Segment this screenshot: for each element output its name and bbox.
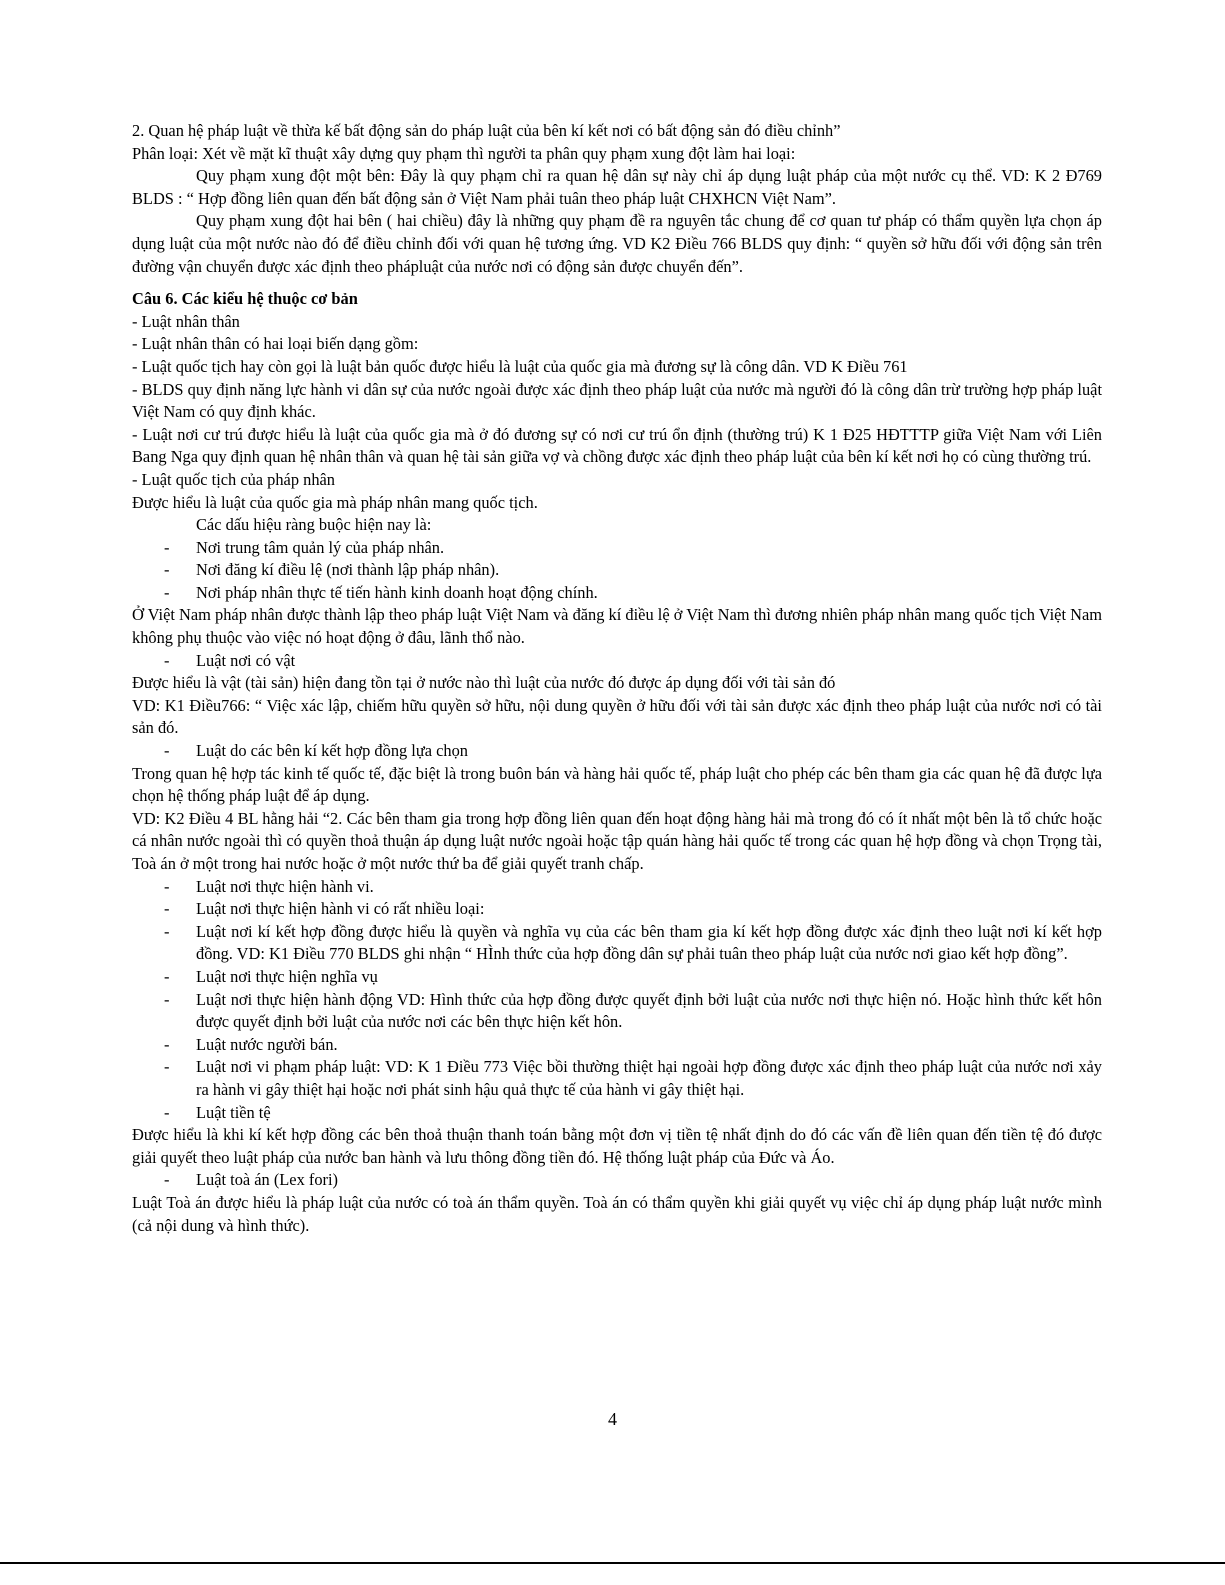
list-line: - BLDS quy định năng lực hành vi dân sự của nước ngoài được xác định theo pháp luật của nước mà người đó là công dân trừ trường hợp pháp luật Việt Nam có quy định khác. [132,379,1102,422]
bullet-dash: - [164,741,170,761]
bullet-text: Luật nơi thực hiện nghĩa vụ [196,966,378,986]
document-page [132,120,1102,1237]
bullet-dash: - [164,989,170,1009]
bullet-dash: - [164,1057,170,1077]
bullet-item [132,740,1102,763]
list-line: - Luật nhân thân có hai loại biến dạng gồm: [132,334,419,354]
bullet-item [132,1169,1102,1192]
paragraph: Quy phạm xung đột một bên: Đây là quy phạm chỉ ra quan hệ dân sự này chỉ áp dụng luật pháp của một nước cụ thể. VD: K 2 Đ769 BLDS : “ Hợp đồng liên quan đến bất động sản ở Việt Nam phải tuân theo pháp luật CHXHCN Việt Nam”. [132,166,1102,208]
list-line: - Luật nhân thân [132,311,240,331]
bullet-dash: - [164,650,170,670]
bullet-item [132,1034,1102,1057]
bullet-dash: - [164,582,170,602]
bullet-text: Luật nơi thực hiện hành vi có rất nhiều loại: [196,899,485,919]
bullet-text: Luật nơi thực hiện hành vi. [196,876,374,896]
bullet-dash: - [164,1102,170,1122]
paragraph: 2. Quan hệ pháp luật về thừa kế bất động sản do pháp luật của bên kí kết nơi có bất động sản đó điều chỉnh” [132,121,841,140]
paragraph: VD: K2 Điều 4 BL hằng hải “2. Các bên tham gia trong hợp đồng liên quan đến hoạt động hàng hải mà trong đó có ít nhất một bên là tổ chức hoặc cá nhân nước ngoài thì có quyền thoả thuận áp dụng luật nước ngoài hoặc tập quán hàng hải quốc tế trong các quan hệ hợp đồng và chọn Trọng tài, Toà án ở một trong hai nước hoặc ở một nước thứ ba để giải quyết tranh chấp. [132,808,1102,873]
bullet-item [132,966,1102,989]
bullet-item [132,898,1102,921]
paragraph: Các dấu hiệu ràng buộc hiện nay là: [196,515,432,535]
bullet-item [132,921,1102,966]
bullet-text: Nơi pháp nhân thực tế tiến hành kinh doanh hoạt động chính. [196,582,598,602]
bottom-rule [0,1562,1225,1564]
paragraph: Luật Toà án được hiểu là pháp luật của nước có toà án thẩm quyền. Toà án có thẩm quyền khi giải quyết vụ việc chỉ áp dụng pháp luật nước mình (cả nội dung và hình thức). [132,1192,1102,1235]
bullet-dash: - [164,899,170,919]
bullet-text: Luật nơi thực hiện hành động VD: Hình thức của hợp đồng được quyết định bởi luật của nước nơi thực hiện nó. Hoặc hình thức kết hôn được quyết định bởi luật của nước nơi các bên thực hiện kết hôn. [196,989,1102,1032]
bullet-text: Luật toà án (Lex fori) [196,1170,338,1190]
paragraph: Được hiểu là khi kí kết hợp đồng các bên thoả thuận thanh toán bằng một đơn vị tiền tệ nhất định do đó các vấn đề liên quan đến tiền tệ đó được giải quyết theo luật pháp của nước ban hành và lưu thông đồng tiền đó. Hệ thống luật pháp của Đức và Áo. [132,1125,1102,1167]
bullet-text: Luật nơi có vật [196,650,296,670]
bullet-item [132,582,1102,605]
bullet-dash: - [164,560,170,580]
paragraph: VD: K1 Điều766: “ Việc xác lập, chiếm hữu quyền sở hữu, nội dung quyền ở hữu đối với tài sản được xác định theo pháp luật của nước nơi có tài sản đó. [132,695,1102,738]
bullet-item [132,1102,1102,1125]
bullet-text: Luật do các bên kí kết hợp đồng lựa chọn [196,741,468,761]
bullet-item [132,876,1102,899]
bullet-item [132,537,1102,560]
list-line: - Luật quốc tịch hay còn gọi là luật bản quốc được hiểu là luật của quốc gia mà đương sự là công dân. VD K Điều 761 [132,356,908,376]
bullet-text: Luật tiền tệ [196,1102,271,1122]
bullet-dash: - [164,537,170,557]
page-number: 4 [608,1409,617,1429]
bullet-text: Nơi đăng kí điều lệ (nơi thành lập pháp nhân). [196,560,500,580]
bullet-item [132,989,1102,1034]
section-heading: Câu 6. Các kiểu hệ thuộc cơ bản [132,289,358,309]
bullet-text: Luật nơi vi phạm pháp luật: VD: K 1 Điều 773 Việc bồi thường thiệt hại ngoài hợp đồng được xác định theo pháp luật của nước nơi xảy ra hành vi gây thiệt hại hoặc nơi phát sinh hậu quả thực tế của hành vi gây thiệt hại. [196,1057,1102,1099]
list-line: - Luật quốc tịch của pháp nhân [132,469,335,489]
paragraph: Phân loại: Xét về mặt kĩ thuật xây dựng quy phạm thì người ta phân quy phạm xung đột làm hai loại: [132,143,796,163]
bullet-text: Nơi trung tâm quản lý của pháp nhân. [196,537,445,557]
bullet-dash: - [164,876,170,896]
bullet-item [132,1056,1102,1101]
bullet-item [132,650,1102,673]
paragraph: Được hiểu là luật của quốc gia mà pháp nhân mang quốc tịch. [132,492,538,512]
bullet-dash: - [164,966,170,986]
bullet-dash: - [164,1170,170,1190]
bullet-dash: - [164,1034,170,1054]
bullet-item [132,559,1102,582]
bullet-text: Luật nơi kí kết hợp đồng được hiểu là quyền và nghĩa vụ của các bên tham gia kí kết hợp đồng được xác định theo luật nơi kí kết hợp đồng. VD: K1 Điều 770 BLDS ghi nhận “ HÌnh thức của hợp đồng dân sự phải tuân theo pháp luật của nước nơi giao kết hợp đồng”. [196,921,1102,964]
paragraph: Được hiểu là vật (tài sản) hiện đang tồn tại ở nước nào thì luật của nước đó được áp dụng đối với tài sản đó [132,673,836,693]
list-line: - Luật nơi cư trú được hiểu là luật của quốc gia mà ở đó đương sự có nơi cư trú ổn định (thường trú) K 1 Đ25 HĐTTTP giữa Việt Nam với Liên Bang Nga quy định quan hệ nhân thân và quan hệ tài sản giữa vợ và chồng được xác định theo pháp luật của bên kí kết nơi họ có cùng thường trú. [132,424,1102,467]
paragraph: Trong quan hệ hợp tác kinh tế quốc tế, đặc biệt là trong buôn bán và hàng hải quốc tế, pháp luật cho phép các bên tham gia các quan hệ đã được lựa chọn hệ thống pháp luật để áp dụng. [132,763,1102,806]
paragraph: Ở Việt Nam pháp nhân được thành lập theo pháp luật Việt Nam và đăng kí điều lệ ở Việt Nam thì đương nhiên pháp nhân mang quốc tịch Việt Nam không phụ thuộc vào việc nó hoạt động ở đâu, lãnh thổ nào. [132,605,1102,648]
bullet-text: Luật nước người bán. [196,1034,338,1054]
paragraph: Quy phạm xung đột hai bên ( hai chiều) đây là những quy phạm đề ra nguyên tắc chung để cơ quan tư pháp có thẩm quyền lựa chọn áp dụng luật của một nước nào đó để điều chỉnh đối với quan hệ tương ứng. VD K2 Điều 766 BLDS quy định: “ quyền sở hữu đối với động sản trên đường vận chuyển được xác định theo phápluật của nước nơi có động sản được chuyển đến”. [132,211,1102,276]
bullet-dash: - [164,921,170,941]
